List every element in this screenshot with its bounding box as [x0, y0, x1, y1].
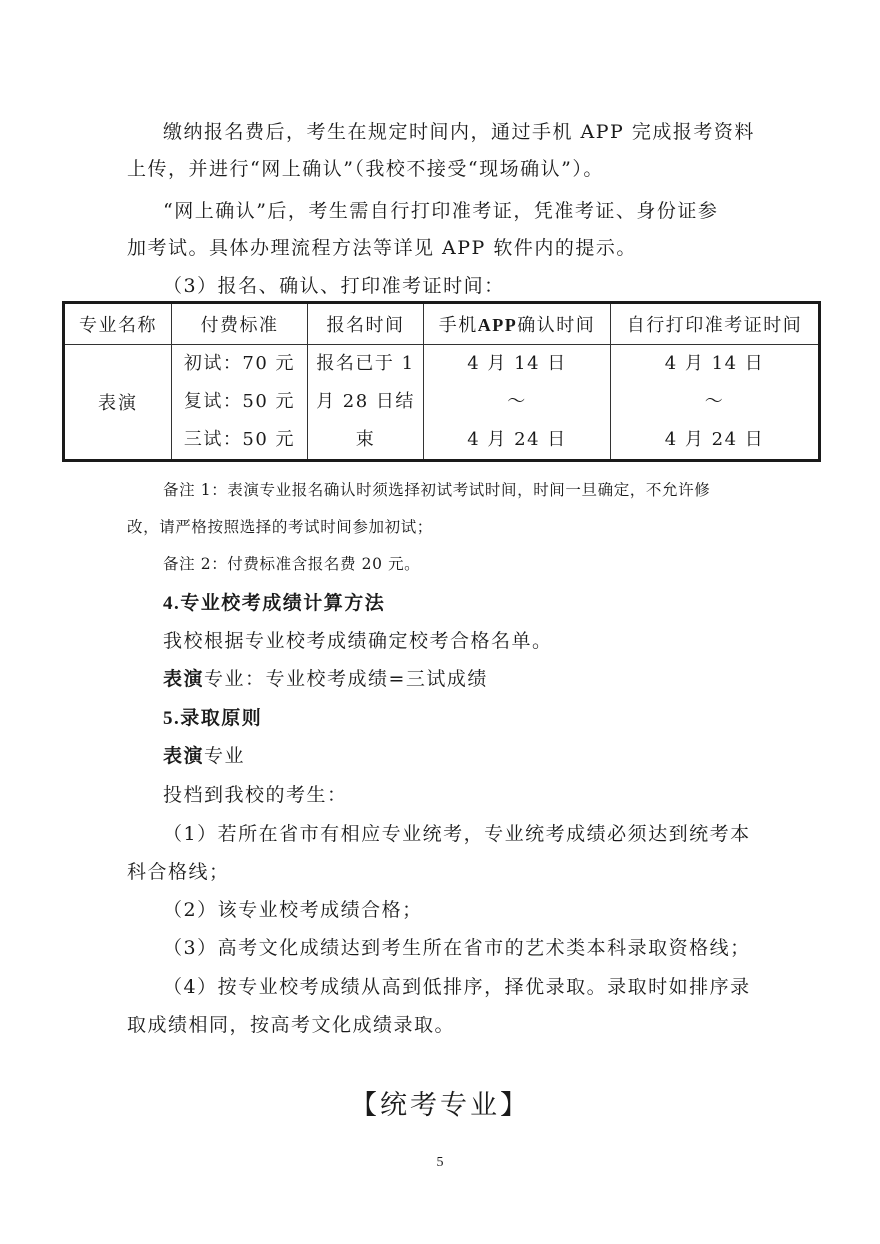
registration-line1: 报名已于 1 — [316, 353, 415, 374]
intro-para2-line1: “网上确认”后，考生需自行打印准考证，凭准考证、身份证参 — [163, 200, 719, 222]
criterion-2: （2）该专业校考成绩合格； — [163, 899, 423, 921]
section4-title: 专业校考成绩计算方法 — [180, 592, 386, 614]
app-confirm-tilde: ～ — [507, 391, 527, 412]
criterion-3: （3）高考文化成绩达到考生所在省市的艺术类本科录取资格线； — [163, 937, 751, 959]
header-app-confirm — [424, 303, 611, 345]
note1-line1: 备注 1：表演专业报名确认时须选择初试考试时间，时间一旦确定，不允许修 — [163, 481, 711, 499]
header-registration: 报名时间 — [308, 303, 424, 345]
section5-major-rest: 专业 — [204, 745, 246, 767]
section5-major — [163, 744, 245, 768]
print-ticket-end: 4 月 24 日 — [664, 429, 765, 450]
note1-line2: 改，请严格按照选择的考试时间参加初试； — [127, 518, 433, 536]
section5-heading — [163, 706, 262, 731]
cell-app-confirm — [424, 345, 611, 461]
registration-line3: 束 — [355, 429, 376, 450]
app-confirm-end: 4 月 24 日 — [467, 429, 567, 450]
section4-formula — [163, 667, 488, 691]
fee-third-round: 三试：50 元 — [183, 429, 296, 450]
unified-exam-majors-heading: 【统考专业】 — [350, 1090, 530, 1121]
formula-major-label: 表演 — [163, 668, 205, 690]
section5-number: 5. — [163, 708, 181, 729]
formula-rest: 专业：专业校考成绩=三试成绩 — [204, 668, 488, 690]
table-row — [64, 345, 820, 461]
intro-para2-line2: 加考试。具体办理流程方法等详见 APP 软件内的提示。 — [127, 237, 637, 259]
schedule-table — [62, 301, 821, 462]
section4-heading — [163, 591, 385, 616]
cell-registration — [308, 345, 424, 461]
section3-title: （3）报名、确认、打印准考证时间： — [163, 275, 505, 297]
table-header-row — [64, 303, 820, 345]
app-confirm-start: 4 月 14 日 — [467, 353, 567, 374]
intro-para1-line2: 上传，并进行“网上确认”（我校不接受“现场确认”）。 — [127, 158, 604, 180]
intro-para1-line1: 缴纳报名费后，考生在规定时间内，通过手机 APP 完成报考资料 — [163, 121, 755, 143]
registration-line2: 月 28 日结 — [316, 391, 415, 412]
criterion-1-line2: 科合格线； — [127, 861, 230, 883]
page-number: 5 — [436, 1155, 444, 1170]
cell-print-ticket — [611, 345, 820, 461]
section5-major-label: 表演 — [163, 745, 205, 767]
header-fee: 付费标准 — [172, 303, 308, 345]
note2: 备注 2：付费标准含报名费 20 元。 — [163, 555, 421, 573]
section4-number: 4. — [163, 593, 181, 614]
cell-fees — [172, 345, 308, 461]
section4-line1: 我校根据专业校考成绩确定校考合格名单。 — [163, 630, 553, 652]
header-app-prefix: 手机 — [438, 315, 478, 336]
criterion-4-line2: 取成绩相同，按高考文化成绩录取。 — [127, 1014, 456, 1036]
fee-second-round: 复试：50 元 — [183, 391, 296, 412]
header-app-bold: APP — [477, 315, 518, 335]
header-app-suffix: 确认时间 — [517, 315, 596, 336]
section5-intro: 投档到我校的考生： — [163, 784, 348, 806]
print-ticket-tilde: ～ — [704, 391, 725, 412]
fee-first-round: 初试：70 元 — [183, 353, 296, 374]
header-major: 专业名称 — [64, 303, 172, 345]
cell-major: 表演 — [64, 345, 172, 461]
section5-title: 录取原则 — [180, 707, 263, 729]
criterion-1-line1: （1）若所在省市有相应专业统考，专业统考成绩必须达到统考本 — [163, 823, 751, 845]
header-print-ticket: 自行打印准考证时间 — [611, 303, 820, 345]
criterion-4-line1: （4）按专业校考成绩从高到低排序，择优录取。录取时如排序录 — [163, 976, 751, 998]
print-ticket-start: 4 月 14 日 — [664, 353, 765, 374]
